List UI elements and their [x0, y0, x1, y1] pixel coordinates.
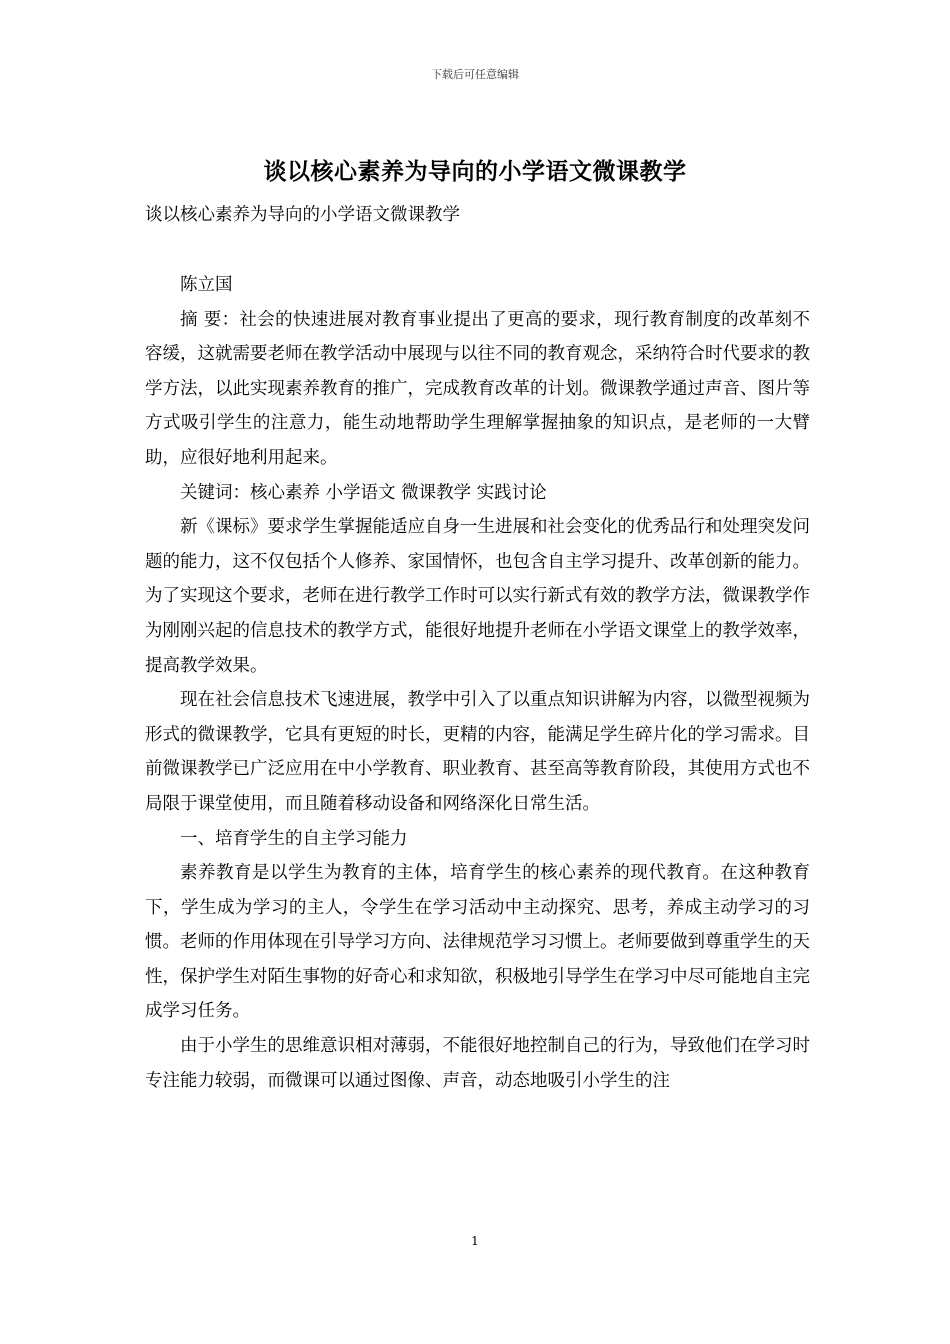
keywords-line: 关键词：核心素养 小学语文 微课教学 实践讨论 — [180, 482, 547, 503]
document-body — [145, 268, 810, 1098]
abstract-paragraph: 摘 要：社会的快速进展对教育事业提出了更高的要求，现行教育制度的改革刻不容缓，这就需要老师在教学活动中展现与以往不同的教育观念，采纳符合时代要求的教学方法，以此实现素养教育的推广，完成教育改革的计划。微课教学通过声音、图片等方式吸引学生的注意力，能生动地帮助学生理解掌握抽象的知识点，是老师的一大臂助，应很好地利用起来。 — [145, 309, 810, 468]
body-paragraph: 现在社会信息技术飞速进展，教学中引入了以重点知识讲解为内容，以微型视频为形式的微课教学，它具有更短的时长，更精的内容，能满足学生碎片化的学习需求。目前微课教学已广泛应用在中小学教育、职业教育、甚至高等教育阶段，其使用方式也不局限于课堂使用，而且随着移动设备和网络深化日常生活。 — [145, 690, 810, 814]
header-note: 下载后可任意编辑 — [431, 68, 519, 81]
author-line: 陈立国 — [180, 275, 233, 295]
section-heading: 一、培育学生的自主学习能力 — [180, 828, 408, 849]
body-paragraph: 新《课标》要求学生掌握能适应自身一生进展和社会变化的优秀品行和处理突发问题的能力，这不仅包括个人修养、家国情怀，也包含自主学习提升、改革创新的能力。为了实现这个要求，老师在进行教学工作时可以实行新式有效的教学方法，微课教学作为刚刚兴起的信息技术的教学方式，能很好地提升老师在小学语文课堂上的教学效率，提高教学效果。 — [145, 517, 810, 676]
body-paragraph: 由于小学生的思维意识相对薄弱，不能很好地控制自己的行为，导致他们在学习时专注能力较弱，而微课可以通过图像、声音，动态地吸引小学生的注 — [145, 1036, 810, 1091]
document-subtitle: 谈以核心素养为导向的小学语文微课教学 — [145, 205, 460, 225]
page-number: 1 — [471, 1234, 479, 1248]
body-paragraph: 素养教育是以学生为教育的主体，培育学生的核心素养的现代教育。在这种教育下，学生成为学习的主人，令学生在学习活动中主动探究、思考，养成主动学习的习惯。老师的作用体现在引导学习方向、法律规范学习习惯上。老师要做到尊重学生的天性，保护学生对陌生事物的好奇心和求知欲，积极地引导学生在学习中尽可能地自主完成学习任务。 — [145, 863, 810, 1022]
document-title: 谈以核心素养为导向的小学语文微课教学 — [263, 158, 687, 185]
